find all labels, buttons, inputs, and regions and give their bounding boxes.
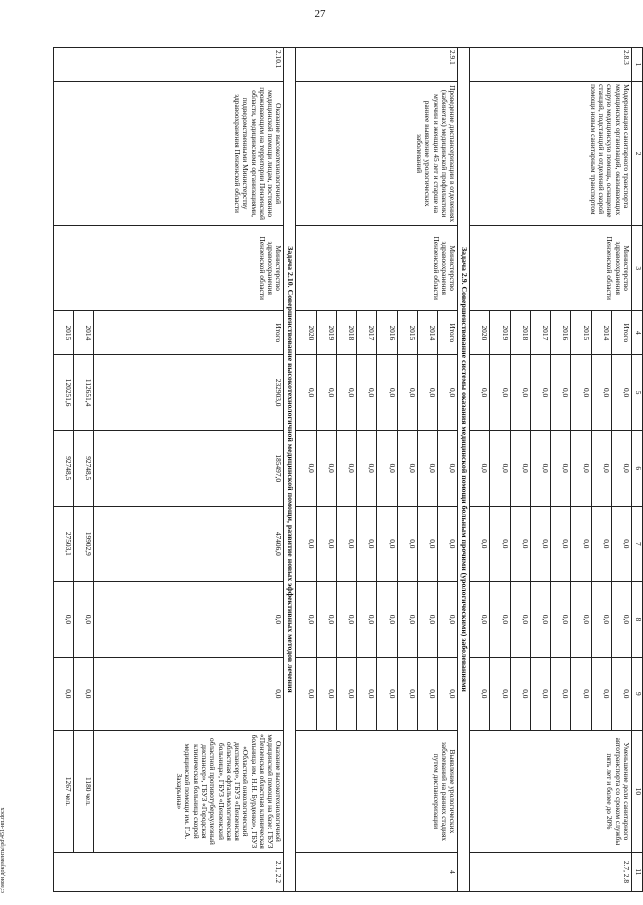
value-cell: 0,0 <box>611 430 631 506</box>
table-row <box>611 48 631 892</box>
value-cell: 0,0 <box>571 430 591 506</box>
task-2-10-title: Задача 2.10. Совершенствование высокотехнологичной медицинской помощи, развитие новых эффективных методов лечения <box>284 48 296 892</box>
value-cell: 47406,0 <box>94 506 284 582</box>
value-cell: 0,0 <box>490 657 510 730</box>
value-cell: 0,0 <box>54 657 74 730</box>
value-cell: 0,0 <box>591 582 611 658</box>
value-cell: 0,0 <box>377 582 397 658</box>
value-cell: 0,0 <box>591 355 611 431</box>
page-number: 27 <box>314 8 326 20</box>
value-cell: 0,0 <box>470 582 490 658</box>
value-cell: 0,0 <box>357 430 377 506</box>
executor: Министерство здравоохранения Пензенской области <box>54 226 285 311</box>
value-cell: 0,0 <box>510 430 530 506</box>
year-cell: Итого <box>438 311 458 355</box>
expected-result: Выявление урологических заболеваний на ранних стадиях путем диспансеризации <box>296 730 458 852</box>
value-cell: 0,0 <box>397 506 417 582</box>
column-number-row <box>632 48 643 892</box>
value-cell: 0,0 <box>336 657 356 730</box>
year-cell: 2018 <box>510 311 530 355</box>
value-cell: 0,0 <box>470 657 490 730</box>
value-cell: 0,0 <box>316 657 336 730</box>
value-cell: 0,0 <box>571 355 591 431</box>
value-cell: 0,0 <box>377 430 397 506</box>
value-cell: 0,0 <box>316 430 336 506</box>
value-cell: 0,0 <box>296 506 316 582</box>
value-cell: 0,0 <box>490 430 510 506</box>
value-cell: 232903,0 <box>94 355 284 431</box>
value-cell: 0,0 <box>336 506 356 582</box>
value-cell: 112651,4 <box>74 355 94 431</box>
value-cell: 0,0 <box>571 506 591 582</box>
col-header-1: 1 <box>632 48 643 82</box>
value-cell: 92748,5 <box>54 430 74 506</box>
value-cell: 0,0 <box>551 355 571 431</box>
value-cell: 0,0 <box>611 355 631 431</box>
value-cell: 0,0 <box>336 430 356 506</box>
table-row <box>94 48 284 892</box>
value-cell: 0,0 <box>357 506 377 582</box>
indicator-link: 2.1, 2.2 <box>54 852 285 891</box>
value-cell: 0,0 <box>510 506 530 582</box>
value-cell: 0,0 <box>94 582 284 658</box>
year-cell: 2015 <box>571 311 591 355</box>
table-row <box>438 48 458 892</box>
value-cell: 0,0 <box>510 355 530 431</box>
value-cell: 0,0 <box>530 506 550 582</box>
value-cell: 0,0 <box>377 657 397 730</box>
col-header-9: 9 <box>632 657 643 730</box>
result-count-cell: 1180 чел. <box>74 730 94 852</box>
value-cell: 0,0 <box>591 657 611 730</box>
year-cell: 2020 <box>470 311 490 355</box>
value-cell: 0,0 <box>551 430 571 506</box>
value-cell: 0,0 <box>571 582 591 658</box>
value-cell: 0,0 <box>510 582 530 658</box>
year-cell: 2019 <box>490 311 510 355</box>
value-cell: 0,0 <box>571 657 591 730</box>
value-cell: 0,0 <box>438 506 458 582</box>
value-cell: 0,0 <box>611 582 631 658</box>
value-cell: 0,0 <box>417 430 437 506</box>
item-number: 2.8.3 <box>470 48 632 82</box>
value-cell: 0,0 <box>357 355 377 431</box>
value-cell: 0,0 <box>591 506 611 582</box>
col-header-4: 4 <box>632 311 643 355</box>
value-cell: 0,0 <box>438 355 458 431</box>
year-cell: 2014 <box>417 311 437 355</box>
value-cell: 0,0 <box>510 657 530 730</box>
value-cell: 0,0 <box>94 657 284 730</box>
value-cell: 0,0 <box>417 355 437 431</box>
value-cell: 0,0 <box>551 582 571 658</box>
value-cell: 0,0 <box>417 657 437 730</box>
value-cell: 0,0 <box>530 657 550 730</box>
col-header-11: 11 <box>632 852 643 891</box>
col-header-8: 8 <box>632 582 643 658</box>
col-header-3: 3 <box>632 226 643 311</box>
value-cell: 0,0 <box>377 506 397 582</box>
executor: Министерство здравоохранения Пензенской области <box>470 226 632 311</box>
year-cell: 2015 <box>397 311 417 355</box>
value-cell: 0,0 <box>611 506 631 582</box>
value-cell: 0,0 <box>611 657 631 730</box>
task-2-9-title: Задача 2.9. Совершенствование системы оказания медицинской помощи больным прочими (урологическими) заболеваниями <box>458 48 470 892</box>
program-activities-table <box>53 47 643 892</box>
value-cell: 0,0 <box>357 582 377 658</box>
value-cell: 0,0 <box>397 582 417 658</box>
year-cell: 2016 <box>551 311 571 355</box>
activity-name: Оказание высокотехнологичной медицинской помощи лицам, постоянно проживающим на территории Пензенской области, медицинскими организациями, подведомственными Министерству здравоохранения Пензенской области <box>54 82 285 226</box>
budget-table-rotated <box>53 47 643 892</box>
value-cell: 0,0 <box>530 355 550 431</box>
value-cell: 0,0 <box>357 657 377 730</box>
col-header-2: 2 <box>632 82 643 226</box>
value-cell: 0,0 <box>336 582 356 658</box>
col-header-5: 5 <box>632 355 643 431</box>
value-cell: 0,0 <box>438 582 458 658</box>
value-cell: 0,0 <box>296 355 316 431</box>
expected-result: Уменьшение доли санитарного автотранспорта со сроком службы пять лет и более до 20% <box>470 730 632 852</box>
value-cell: 0,0 <box>296 430 316 506</box>
year-cell: 2014 <box>591 311 611 355</box>
year-cell: 2019 <box>316 311 336 355</box>
value-cell: 0,0 <box>377 355 397 431</box>
value-cell: 0,0 <box>530 430 550 506</box>
value-cell: 185497,0 <box>94 430 284 506</box>
value-cell: 0,0 <box>470 355 490 431</box>
value-cell: 27503,1 <box>54 506 74 582</box>
activity-name: Модернизация санитарного транспорта медицинских организаций, оказывающих скорую медицинскую помощь, оснащение станций, подстанций и отделений скорой помощи новым санитарным транспортом <box>470 82 632 226</box>
value-cell: 0,0 <box>316 506 336 582</box>
value-cell: 0,0 <box>316 582 336 658</box>
task-header-row <box>458 48 470 892</box>
value-cell: 0,0 <box>74 657 94 730</box>
year-cell: 2020 <box>296 311 316 355</box>
task-header-row <box>284 48 296 892</box>
value-cell: 0,0 <box>417 506 437 582</box>
indicator-link: 2.7, 2.8 <box>470 852 632 891</box>
item-number: 2.9.1 <box>296 48 458 82</box>
year-cell: 2014 <box>74 311 94 355</box>
value-cell: 0,0 <box>530 582 550 658</box>
value-cell: 0,0 <box>438 430 458 506</box>
value-cell: 19902,9 <box>74 506 94 582</box>
value-cell: 92748,5 <box>74 430 94 506</box>
value-cell: 0,0 <box>417 582 437 658</box>
value-cell: 0,0 <box>591 430 611 506</box>
value-cell: 0,0 <box>316 355 336 431</box>
value-cell: 0,0 <box>74 582 94 658</box>
value-cell: 0,0 <box>397 657 417 730</box>
value-cell: 0,0 <box>54 582 74 658</box>
activity-name: Проведение диспансеризации в отделениях (кабинетах) медицинской профилактики мужчин и женщин 45 лет и старше на раннее выявление урологических заболеваний <box>296 82 458 226</box>
footer-file-path: c:\мои документы\pd\451-нп.docx <box>0 807 6 893</box>
value-cell: 0,0 <box>470 506 490 582</box>
col-header-7: 7 <box>632 506 643 582</box>
col-header-10: 10 <box>632 730 643 852</box>
value-cell: 0,0 <box>336 355 356 431</box>
value-cell: 0,0 <box>438 657 458 730</box>
year-cell: Итого <box>611 311 631 355</box>
value-cell: 0,0 <box>490 506 510 582</box>
result-count-cell: 1267 чел. <box>54 730 74 852</box>
expected-result: Оказание высокотехнологичной медицинской помощи на базе: ГБУЗ «Пензенская областная клиническая больница им. Н.Н. Бурденко», ГБУЗ «Областной онкологический диспансер», ГБУЗ «Пензенская областная офтальмологическая больница», ГБУЗ «Пензенский областной противотуберкулезный диспансер», ГБУЗ «Городская клиническая больница скорой медицинской помощи им. Г.А. Захарьина» <box>94 730 284 852</box>
value-cell: 0,0 <box>296 657 316 730</box>
year-cell: Итого <box>94 311 284 355</box>
year-cell: 2017 <box>530 311 550 355</box>
value-cell: 0,0 <box>397 355 417 431</box>
indicator-link: 4 <box>296 852 458 891</box>
year-cell: 2015 <box>54 311 74 355</box>
year-cell: 2018 <box>336 311 356 355</box>
value-cell: 0,0 <box>490 355 510 431</box>
executor: Министерство здравоохранения Пензенской области <box>296 226 458 311</box>
value-cell: 0,0 <box>551 657 571 730</box>
value-cell: 120251,6 <box>54 355 74 431</box>
year-cell: 2016 <box>377 311 397 355</box>
value-cell: 0,0 <box>470 430 490 506</box>
value-cell: 0,0 <box>490 582 510 658</box>
year-cell: 2017 <box>357 311 377 355</box>
item-number: 2.10.1 <box>54 48 285 82</box>
value-cell: 0,0 <box>551 506 571 582</box>
col-header-6: 6 <box>632 430 643 506</box>
value-cell: 0,0 <box>296 582 316 658</box>
value-cell: 0,0 <box>397 430 417 506</box>
